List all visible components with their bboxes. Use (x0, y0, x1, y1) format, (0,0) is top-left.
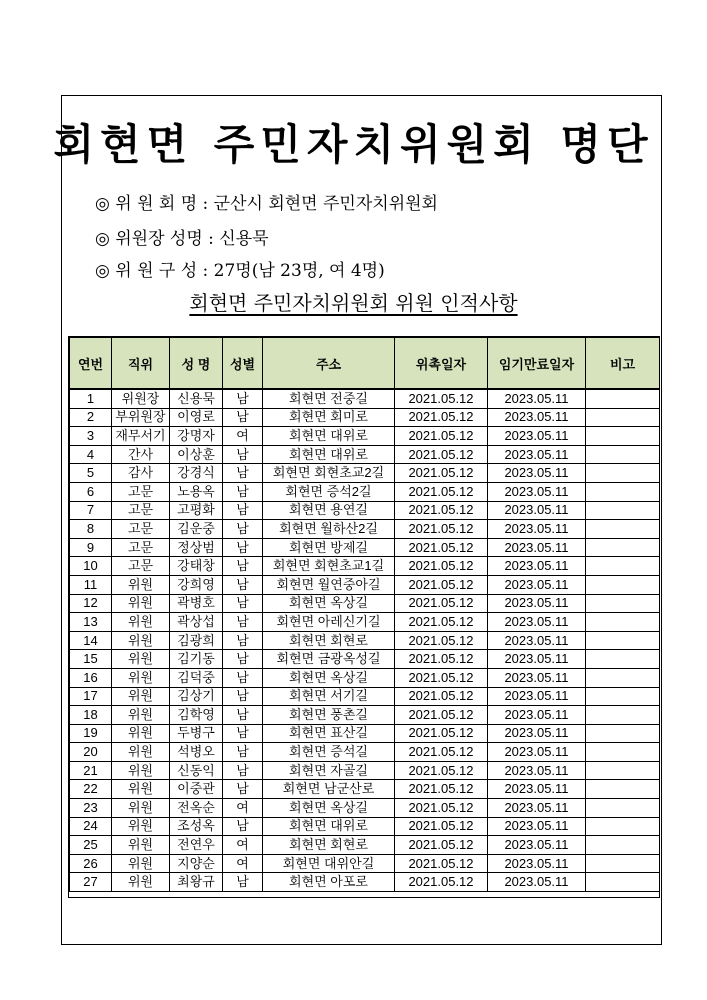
cell-position: 부위원장 (112, 408, 170, 427)
cell-remarks (586, 575, 660, 594)
cell-gender: 남 (223, 575, 263, 594)
cell-appointed-date: 2021.05.12 (395, 854, 488, 873)
cell-gender: 남 (223, 557, 263, 576)
cell-gender: 남 (223, 724, 263, 743)
table-row (70, 873, 660, 892)
col-address-header: 주소 (263, 338, 395, 390)
cell-remarks (586, 408, 660, 427)
cell-appointed-date: 2021.05.12 (395, 613, 488, 632)
cell-address: 회현면 아레신기길 (263, 613, 395, 632)
cell-remarks (586, 817, 660, 836)
cell-address: 회현면 표산길 (263, 724, 395, 743)
cell-appointed-date: 2021.05.12 (395, 706, 488, 725)
cell-appointed-date: 2021.05.12 (395, 594, 488, 613)
table-row (70, 520, 660, 539)
cell-remarks (586, 743, 660, 762)
cell-number: 19 (70, 724, 112, 743)
cell-remarks (586, 780, 660, 799)
page-title: 회현면 주민자치위원회 명단 (53, 120, 654, 169)
cell-gender: 남 (223, 687, 263, 706)
cell-name: 강희영 (170, 575, 223, 594)
cell-position: 간사 (112, 445, 170, 464)
cell-gender: 남 (223, 706, 263, 725)
cell-appointed-date: 2021.05.12 (395, 501, 488, 520)
col-gender-header: 성별 (223, 338, 263, 390)
cell-position: 위원 (112, 836, 170, 855)
cell-term-end: 2023.05.11 (488, 538, 586, 557)
cell-remarks (586, 520, 660, 539)
table-row (70, 594, 660, 613)
cell-name: 김운중 (170, 520, 223, 539)
cell-term-end: 2023.05.11 (488, 557, 586, 576)
cell-address: 회현면 방제길 (263, 538, 395, 557)
cell-term-end: 2023.05.11 (488, 650, 586, 669)
cell-appointed-date: 2021.05.12 (395, 389, 488, 408)
cell-number: 1 (70, 389, 112, 408)
cell-remarks (586, 594, 660, 613)
cell-number: 2 (70, 408, 112, 427)
cell-appointed-date: 2021.05.12 (395, 557, 488, 576)
cell-appointed-date: 2021.05.12 (395, 464, 488, 483)
cell-name: 이상훈 (170, 445, 223, 464)
table-row (70, 445, 660, 464)
cell-position: 고문 (112, 538, 170, 557)
cell-term-end: 2023.05.11 (488, 613, 586, 632)
table-row (70, 538, 660, 557)
cell-name: 지양순 (170, 854, 223, 873)
cell-term-end: 2023.05.11 (488, 427, 586, 446)
cell-appointed-date: 2021.05.12 (395, 520, 488, 539)
cell-number: 12 (70, 594, 112, 613)
cell-term-end: 2023.05.11 (488, 761, 586, 780)
cell-remarks (586, 873, 660, 892)
table-row (70, 482, 660, 501)
cell-name: 석병오 (170, 743, 223, 762)
cell-number: 4 (70, 445, 112, 464)
cell-position: 위원 (112, 799, 170, 818)
cell-name: 신용묵 (170, 389, 223, 408)
cell-number: 17 (70, 687, 112, 706)
cell-name: 곽상섭 (170, 613, 223, 632)
cell-name: 전옥순 (170, 799, 223, 818)
cell-position: 위원 (112, 873, 170, 892)
cell-address: 회현면 옥상길 (263, 594, 395, 613)
cell-name: 최왕규 (170, 873, 223, 892)
cell-position: 고문 (112, 482, 170, 501)
cell-appointed-date: 2021.05.12 (395, 427, 488, 446)
cell-remarks (586, 389, 660, 408)
cell-number: 10 (70, 557, 112, 576)
cell-address: 회현면 대위안길 (263, 854, 395, 873)
cell-position: 위원 (112, 594, 170, 613)
cell-name: 김기동 (170, 650, 223, 669)
cell-appointed-date: 2021.05.12 (395, 482, 488, 501)
cell-remarks (586, 427, 660, 446)
cell-address: 회현면 증석2길 (263, 482, 395, 501)
cell-address: 회현면 회현로 (263, 836, 395, 855)
cell-term-end: 2023.05.11 (488, 594, 586, 613)
table-row (70, 575, 660, 594)
cell-term-end: 2023.05.11 (488, 854, 586, 873)
cell-term-end: 2023.05.11 (488, 743, 586, 762)
cell-gender: 여 (223, 799, 263, 818)
cell-gender: 남 (223, 817, 263, 836)
cell-number: 20 (70, 743, 112, 762)
cell-position: 위원 (112, 743, 170, 762)
cell-address: 회현면 월연중아길 (263, 575, 395, 594)
table-row (70, 668, 660, 687)
cell-appointed-date: 2021.05.12 (395, 631, 488, 650)
cell-number: 15 (70, 650, 112, 669)
cell-number: 7 (70, 501, 112, 520)
table-subtitle (0, 290, 707, 316)
cell-term-end: 2023.05.11 (488, 389, 586, 408)
cell-address: 회현면 대위로 (263, 445, 395, 464)
cell-remarks (586, 724, 660, 743)
cell-gender: 남 (223, 631, 263, 650)
cell-appointed-date: 2021.05.12 (395, 743, 488, 762)
cell-number: 13 (70, 613, 112, 632)
cell-address: 회현면 회현로 (263, 631, 395, 650)
table-row (70, 389, 660, 408)
cell-address: 회현면 대위로 (263, 427, 395, 446)
cell-term-end: 2023.05.11 (488, 836, 586, 855)
cell-position: 위원 (112, 706, 170, 725)
cell-name: 조성옥 (170, 817, 223, 836)
committee-name-line: ◎ 위 원 회 명 : 군산시 회현면 주민자치위원회 (95, 194, 438, 214)
cell-name: 신동익 (170, 761, 223, 780)
cell-position: 위원 (112, 668, 170, 687)
cell-name: 이영로 (170, 408, 223, 427)
cell-position: 위원 (112, 761, 170, 780)
col-number-header: 연번 (70, 338, 112, 390)
col-appointed-date-header: 위촉일자 (395, 338, 488, 390)
cell-name: 김광희 (170, 631, 223, 650)
cell-gender: 남 (223, 408, 263, 427)
cell-gender: 남 (223, 538, 263, 557)
cell-appointed-date: 2021.05.12 (395, 817, 488, 836)
cell-name: 노용옥 (170, 482, 223, 501)
cell-number: 27 (70, 873, 112, 892)
cell-gender: 남 (223, 445, 263, 464)
table-row (70, 687, 660, 706)
table-row (70, 427, 660, 446)
composition-line: ◎ 위 원 구 성 : 27명(남 23명, 여 4명) (95, 261, 385, 281)
cell-appointed-date: 2021.05.12 (395, 780, 488, 799)
cell-address: 회현면 증석길 (263, 743, 395, 762)
cell-name: 곽병호 (170, 594, 223, 613)
table-row (70, 706, 660, 725)
table-row (70, 836, 660, 855)
cell-gender: 남 (223, 464, 263, 483)
cell-remarks (586, 854, 660, 873)
cell-remarks (586, 501, 660, 520)
cell-remarks (586, 538, 660, 557)
cell-address: 회현면 풍촌길 (263, 706, 395, 725)
cell-name: 전연우 (170, 836, 223, 855)
table-row (70, 780, 660, 799)
cell-position: 고문 (112, 520, 170, 539)
cell-remarks (586, 613, 660, 632)
cell-gender: 남 (223, 668, 263, 687)
table-row (70, 464, 660, 483)
col-position-header: 직위 (112, 338, 170, 390)
cell-position: 위원 (112, 631, 170, 650)
cell-term-end: 2023.05.11 (488, 724, 586, 743)
cell-address: 회현면 아포로 (263, 873, 395, 892)
cell-remarks (586, 631, 660, 650)
cell-number: 11 (70, 575, 112, 594)
cell-gender: 남 (223, 743, 263, 762)
cell-remarks (586, 706, 660, 725)
cell-address: 회현면 회현초교2길 (263, 464, 395, 483)
cell-term-end: 2023.05.11 (488, 445, 586, 464)
cell-name: 김학영 (170, 706, 223, 725)
cell-address: 회현면 용연길 (263, 501, 395, 520)
cell-number: 6 (70, 482, 112, 501)
cell-term-end: 2023.05.11 (488, 873, 586, 892)
cell-appointed-date: 2021.05.12 (395, 668, 488, 687)
cell-address: 회현면 회미로 (263, 408, 395, 427)
cell-number: 24 (70, 817, 112, 836)
cell-address: 회현면 회현초교1길 (263, 557, 395, 576)
cell-name: 이중관 (170, 780, 223, 799)
cell-term-end: 2023.05.11 (488, 482, 586, 501)
cell-term-end: 2023.05.11 (488, 780, 586, 799)
cell-appointed-date: 2021.05.12 (395, 687, 488, 706)
cell-number: 8 (70, 520, 112, 539)
cell-name: 두병구 (170, 724, 223, 743)
table-row (70, 557, 660, 576)
cell-number: 21 (70, 761, 112, 780)
table-row (70, 613, 660, 632)
cell-position: 위원 (112, 575, 170, 594)
cell-remarks (586, 836, 660, 855)
cell-gender: 남 (223, 873, 263, 892)
cell-remarks (586, 482, 660, 501)
cell-name: 강경식 (170, 464, 223, 483)
cell-gender: 여 (223, 836, 263, 855)
table-subtitle-text: 회현면 주민자치위원회 위원 인적사항 (189, 291, 518, 315)
cell-term-end: 2023.05.11 (488, 408, 586, 427)
table-row (70, 743, 660, 762)
cell-term-end: 2023.05.11 (488, 501, 586, 520)
cell-position: 위원 (112, 613, 170, 632)
cell-gender: 남 (223, 780, 263, 799)
cell-term-end: 2023.05.11 (488, 687, 586, 706)
cell-position: 위원장 (112, 389, 170, 408)
cell-address: 회현면 월하산2길 (263, 520, 395, 539)
cell-appointed-date: 2021.05.12 (395, 724, 488, 743)
chair-name-line: ◎ 위원장 성명 : 신용묵 (95, 229, 269, 249)
cell-number: 5 (70, 464, 112, 483)
cell-gender: 남 (223, 594, 263, 613)
cell-gender: 남 (223, 482, 263, 501)
table-row (70, 501, 660, 520)
cell-number: 22 (70, 780, 112, 799)
cell-address: 회현면 자골길 (263, 761, 395, 780)
cell-position: 고문 (112, 501, 170, 520)
table-body (70, 389, 660, 892)
cell-term-end: 2023.05.11 (488, 706, 586, 725)
table-header-row (70, 338, 660, 390)
cell-number: 3 (70, 427, 112, 446)
cell-remarks (586, 761, 660, 780)
cell-gender: 여 (223, 854, 263, 873)
cell-name: 강태창 (170, 557, 223, 576)
cell-number: 16 (70, 668, 112, 687)
cell-gender: 남 (223, 650, 263, 669)
cell-address: 회현면 서기길 (263, 687, 395, 706)
cell-address: 회현면 금광옥성길 (263, 650, 395, 669)
cell-address: 회현면 남군산로 (263, 780, 395, 799)
cell-position: 위원 (112, 687, 170, 706)
cell-name: 고평화 (170, 501, 223, 520)
cell-number: 26 (70, 854, 112, 873)
table-row (70, 761, 660, 780)
cell-position: 위원 (112, 854, 170, 873)
cell-gender: 남 (223, 389, 263, 408)
table-row (70, 631, 660, 650)
table-row (70, 854, 660, 873)
table-row (70, 799, 660, 818)
cell-term-end: 2023.05.11 (488, 631, 586, 650)
cell-gender: 남 (223, 501, 263, 520)
table-row (70, 650, 660, 669)
col-name-header: 성 명 (170, 338, 223, 390)
cell-number: 14 (70, 631, 112, 650)
cell-appointed-date: 2021.05.12 (395, 538, 488, 557)
cell-appointed-date: 2021.05.12 (395, 836, 488, 855)
cell-position: 위원 (112, 780, 170, 799)
cell-gender: 남 (223, 613, 263, 632)
cell-gender: 여 (223, 427, 263, 446)
cell-appointed-date: 2021.05.12 (395, 799, 488, 818)
cell-number: 18 (70, 706, 112, 725)
cell-appointed-date: 2021.05.12 (395, 445, 488, 464)
cell-position: 위원 (112, 817, 170, 836)
cell-term-end: 2023.05.11 (488, 464, 586, 483)
cell-position: 고문 (112, 557, 170, 576)
cell-position: 위원 (112, 724, 170, 743)
cell-appointed-date: 2021.05.12 (395, 761, 488, 780)
cell-number: 23 (70, 799, 112, 818)
cell-remarks (586, 687, 660, 706)
cell-remarks (586, 557, 660, 576)
table-row (70, 817, 660, 836)
cell-appointed-date: 2021.05.12 (395, 408, 488, 427)
cell-term-end: 2023.05.11 (488, 575, 586, 594)
col-term-end-header: 임기만료일자 (488, 338, 586, 390)
col-remarks-header: 비고 (586, 338, 660, 390)
cell-name: 김상기 (170, 687, 223, 706)
members-table-box (68, 336, 660, 898)
table-row (70, 724, 660, 743)
cell-term-end: 2023.05.11 (488, 799, 586, 818)
cell-gender: 남 (223, 761, 263, 780)
cell-position: 감사 (112, 464, 170, 483)
cell-appointed-date: 2021.05.12 (395, 650, 488, 669)
cell-term-end: 2023.05.11 (488, 817, 586, 836)
cell-position: 위원 (112, 650, 170, 669)
cell-name: 김덕중 (170, 668, 223, 687)
cell-name: 정상범 (170, 538, 223, 557)
cell-term-end: 2023.05.11 (488, 668, 586, 687)
cell-address: 회현면 옥상길 (263, 668, 395, 687)
cell-remarks (586, 668, 660, 687)
cell-remarks (586, 445, 660, 464)
cell-number: 9 (70, 538, 112, 557)
cell-appointed-date: 2021.05.12 (395, 873, 488, 892)
cell-term-end: 2023.05.11 (488, 520, 586, 539)
cell-address: 회현면 대위로 (263, 817, 395, 836)
cell-remarks (586, 799, 660, 818)
cell-position: 재무서기 (112, 427, 170, 446)
cell-address: 회현면 전중길 (263, 389, 395, 408)
cell-remarks (586, 464, 660, 483)
members-table (69, 337, 660, 892)
cell-remarks (586, 650, 660, 669)
cell-address: 회현면 옥상길 (263, 799, 395, 818)
cell-appointed-date: 2021.05.12 (395, 575, 488, 594)
cell-gender: 남 (223, 520, 263, 539)
cell-name: 강명자 (170, 427, 223, 446)
cell-number: 25 (70, 836, 112, 855)
table-row (70, 408, 660, 427)
